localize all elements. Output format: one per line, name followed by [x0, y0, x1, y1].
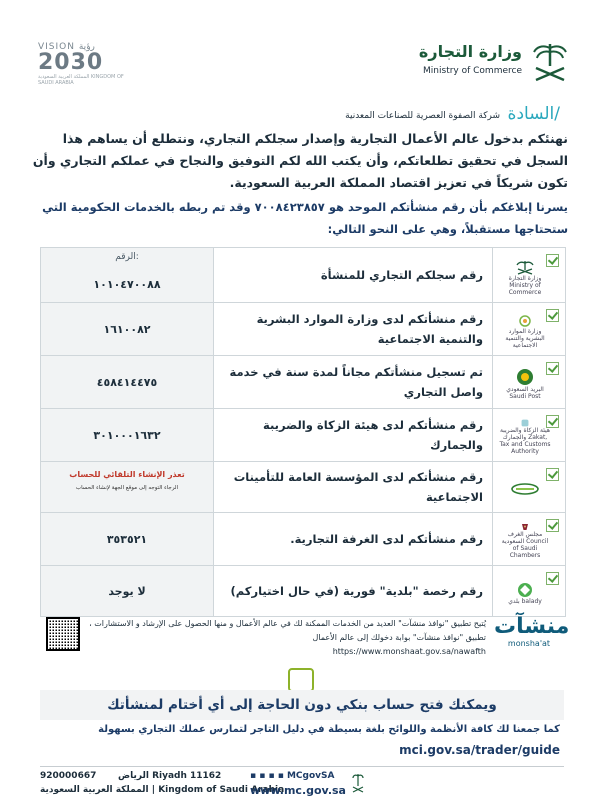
- footer-country: Kingdom of Saudi Arabia | المملكة العربية السعودية: [40, 785, 285, 795]
- ministry-logo: [390, 40, 570, 86]
- row-description: رقم رخصة "بلدية" فورية (في حال اختياركم): [230, 584, 483, 598]
- table-row: [41, 565, 565, 616]
- footer-social[interactable]: MCgovSA: [286, 771, 335, 781]
- chamber-number: ٣٥٣٥٢١: [106, 533, 148, 546]
- table-row: [41, 248, 565, 302]
- row-description: رقم منشأتكم لدى هيئة الزكاة والضريبة والجمارك: [263, 418, 483, 452]
- chambers-logo: مجلس الغرف السعودية Council of Saudi Chambers: [499, 523, 551, 559]
- palm-icon: [516, 259, 534, 275]
- zatca-emblem-icon: [516, 419, 534, 427]
- row-description: رقم سجلكم التجاري للمنشأة: [320, 268, 483, 282]
- row-description: رقم منشأتكم لدى الغرفة التجارية.: [290, 532, 483, 546]
- stamp-icon: [288, 668, 314, 692]
- gosi-logo: [499, 472, 551, 506]
- chambers-emblem-icon: [516, 523, 534, 531]
- company-name: شركة الصفوة العصرية للصناعات المعدنية: [345, 111, 500, 121]
- footer-website[interactable]: www.mc.gov.sa: [250, 784, 346, 797]
- salutation: السادة/: [507, 104, 560, 124]
- gosi-emblem-icon: [510, 481, 540, 497]
- palm-swords-emblem-icon: [530, 40, 570, 84]
- account-error: تعذر الإنشاء التلقائي للحساب: [69, 470, 185, 479]
- bank-account-banner: ويمكنك فتح حساب بنكي دون الحاجة إلى أي أختام لمنشأتك: [40, 690, 564, 720]
- monshaat-section: [40, 614, 570, 665]
- vision-year: 2030: [38, 50, 104, 75]
- table-row: [41, 302, 565, 355]
- vision-country: المملكة العربية السعودية KINGDOM OF SAUDI ARABIA: [38, 74, 124, 86]
- unified-number-notice: يسرنا إبلاغكم بأن رقم منشأتكم الموحد هو ٧٠٠٨٤٢٣٨٥٧ وقد تم ربطه بالخدمات الحكومية التي ستحتاجها مستقبلاً، وهي على النحو التالي:: [42, 200, 568, 236]
- hrsd-logo: وزارة الموارد البشرية والتنمية الاجتماعية: [499, 313, 551, 349]
- table-row: [41, 512, 565, 565]
- congrats-paragraph: نهنئكم بدخول عالم الأعمال التجارية وإصدار سجلكم التجاري، ونتطلع أن يساهم هذا السجل في تحقيق تطلعاتكم، وأن يكتب الله لكم التوفيق والنجاح في عملكم التجاري وأن تكون شريكاً في تعزيز اقتصاد المملكة العربية السعودية.: [32, 131, 568, 190]
- table-row: [41, 355, 565, 408]
- zatca-number: ٣٠١٠٠٠١٦٣٢: [93, 429, 161, 442]
- vision-label: VISION رؤية: [38, 42, 95, 52]
- table-row: [41, 408, 565, 461]
- hrsd-emblem-icon: [515, 314, 535, 328]
- wasel-number: ٤٥٨٤١٤٤٧٥: [96, 376, 158, 389]
- account-error-hint: الرجاء التوجه إلى موقع الجهة لإنشاء الحساب: [75, 485, 179, 491]
- saudi-post-logo: البريد السعودي Saudi Post: [499, 366, 551, 402]
- footer-address: Riyadh 11162 الرياض: [118, 771, 222, 781]
- balady-number: لا يوجد: [108, 585, 146, 598]
- hrsd-number: ١٦١٠٠٨٢: [103, 323, 151, 336]
- table-row: [41, 461, 565, 512]
- balady-logo: بلدي balady: [499, 576, 551, 610]
- services-table: [40, 247, 566, 617]
- monshaat-link[interactable]: https://www.monshaat.gov.sa/nawafth: [332, 647, 486, 656]
- row-description: رقم منشأتكم لدى المؤسسة العامة للتأمينات الاجتماعية: [233, 470, 483, 504]
- vision-2030-logo: [38, 42, 130, 86]
- number-header: الرقم:: [115, 252, 139, 262]
- saudi-post-emblem-icon: [516, 368, 534, 386]
- trader-guide-link[interactable]: mci.gov.sa/trader/guide: [399, 743, 560, 757]
- social-icons: ▪ ▪ ▪ ▪ MCgovSA: [250, 771, 335, 781]
- ministry-commerce-logo: وزارة التجارة Ministry of Commerce: [499, 258, 551, 296]
- qr-code-icon: [46, 617, 80, 651]
- row-description: رقم منشأتكم لدى وزارة الموارد البشرية والتنمية الاجتماعية: [256, 312, 483, 346]
- zatca-logo: هيئة الزكاة والضريبة والجمارك Zakat, Tax and Customs Authority: [499, 419, 551, 455]
- footer-divider: [40, 766, 564, 767]
- trader-guide-text: كما جمعنا لك كافة الأنظمة واللوائح بلغة بسيطة في دليل التاجر لتمارس عملك التجاري بسهولة: [98, 724, 560, 735]
- ministry-name-ar: وزارة التجارة: [418, 42, 522, 61]
- footer-emblem-icon: [352, 772, 364, 794]
- monshaat-logo: منشآت monsha'at: [494, 614, 570, 648]
- row-description: تم تسجيل منشأتكم مجاناً لمدة سنة في خدمة واصل التجاري: [229, 365, 483, 399]
- ministry-name-en: Ministry of Commerce: [423, 66, 522, 76]
- balady-emblem-icon: [515, 582, 535, 598]
- cr-number: ١٠١٠٤٧٠٠٨٨: [93, 278, 161, 291]
- monshaat-text: يُتيح تطبيق "نوافذ منشآت" العديد من الخدمات الممكنة لك في عالم الأعمال و منها الحصول على الإرشاد و الاستشارات ، تطبيق "نوافذ منشآت" بوابة دخولك إلى عالم الأعمال: [89, 619, 486, 642]
- footer-phone: 920000667: [40, 771, 97, 781]
